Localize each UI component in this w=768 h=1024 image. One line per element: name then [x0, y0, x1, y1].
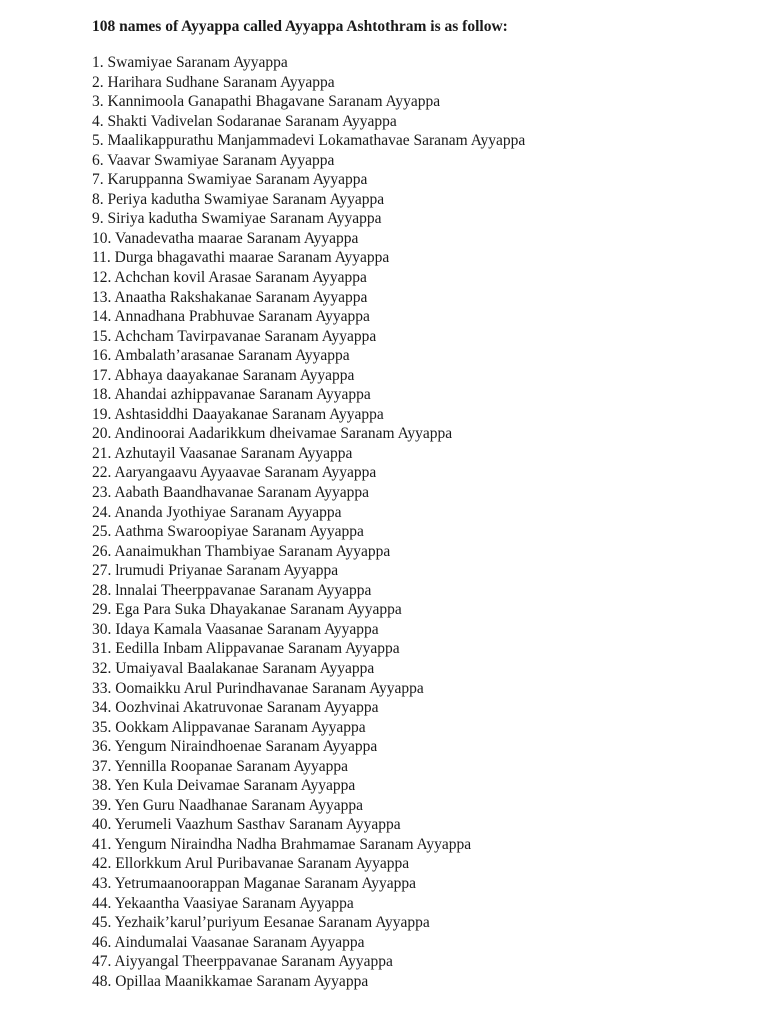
list-item: 32. Umaiyaval Baalakanae Saranam Ayyappa — [92, 659, 375, 677]
list-item: 25. Aathma Swaroopiyae Saranam Ayyappa — [92, 523, 364, 541]
list-item: 19. Ashtasiddhi Daayakanae Saranam Ayyappa — [92, 405, 384, 423]
list-item: 7. Karuppanna Swamiyae Saranam Ayyappa — [92, 171, 368, 189]
list-item: 13. Anaatha Rakshakanae Saranam Ayyappa — [92, 288, 368, 306]
list-item: 46. Aindumalai Vaasanae Saranam Ayyappa — [92, 933, 365, 951]
list-item: 48. Opillaa Maanikkamae Saranam Ayyappa — [92, 972, 369, 990]
list-item: 35. Ookkam Alippavanae Saranam Ayyappa — [92, 718, 366, 736]
list-item: 20. Andinoorai Aadarikkum dheivamae Saranam Ayyappa — [92, 425, 453, 443]
list-item: 16. Ambalath’arasanae Saranam Ayyappa — [92, 347, 350, 365]
list-item: 10. Vanadevatha maarae Saranam Ayyappa — [92, 229, 359, 247]
list-item: 44. Yekaantha Vaasiyae Saranam Ayyappa — [92, 894, 354, 912]
list-item: 17. Abhaya daayakanae Saranam Ayyappa — [92, 366, 355, 384]
list-item: 34. Oozhvinai Akatruvonae Saranam Ayyappa — [92, 699, 379, 717]
list-item: 42. Ellorkkum Arul Puribavanae Saranam Ayyappa — [92, 855, 410, 873]
list-item: 6. Vaavar Swamiyae Saranam Ayyappa — [92, 151, 335, 169]
list-item: 8. Periya kadutha Swamiyae Saranam Ayyappa — [92, 190, 385, 208]
list-item: 26. Aanaimukhan Thambiyae Saranam Ayyappa — [92, 542, 391, 560]
list-item: 43. Yetrumaanoorappan Maganae Saranam Ayyappa — [92, 874, 416, 892]
list-item: 22. Aaryangaavu Ayyaavae Saranam Ayyappa — [92, 464, 377, 482]
list-item: 23. Aabath Baandhavanae Saranam Ayyappa — [92, 484, 370, 502]
list-item: 29. Ega Para Suka Dhayakanae Saranam Ayyappa — [92, 601, 402, 619]
list-item: 14. Annadhana Prabhuvae Saranam Ayyappa — [92, 308, 370, 326]
list-item: 4. Shakti Vadivelan Sodaranae Saranam Ayyappa — [92, 112, 397, 130]
list-item: 47. Aiyyangal Theerppavanae Saranam Ayyappa — [92, 953, 393, 971]
list-item: 2. Harihara Sudhane Saranam Ayyappa — [92, 73, 335, 91]
list-item: 27. lrumudi Priyanae Saranam Ayyappa — [92, 562, 339, 580]
list-item: 21. Azhutayil Vaasanae Saranam Ayyappa — [92, 444, 353, 462]
list-item: 1. Swamiyae Saranam Ayyappa — [92, 54, 288, 71]
list-item: 12. Achchan kovil Arasae Saranam Ayyappa — [92, 269, 367, 287]
list-item: 38. Yen Kula Deivamae Saranam Ayyappa — [92, 777, 356, 795]
list-item: 36. Yengum Niraindhoenae Saranam Ayyappa — [92, 738, 378, 756]
list-item: 5. Maalikappurathu Manjammadevi Lokamathavae Saranam Ayyappa — [92, 132, 526, 150]
list-item: 24. Ananda Jyothiyae Saranam Ayyappa — [92, 503, 342, 521]
list-item: 45. Yezhaik’karul’puriyum Eesanae Saranam Ayyappa — [92, 914, 430, 932]
names-list — [92, 53, 525, 991]
list-item: 30. Idaya Kamala Vaasanae Saranam Ayyappa — [92, 620, 379, 638]
list-item: 18. Ahandai azhippavanae Saranam Ayyappa — [92, 386, 371, 404]
list-item: 33. Oomaikku Arul Purindhavanae Saranam Ayyappa — [92, 679, 424, 697]
list-item: 11. Durga bhagavathi maarae Saranam Ayyappa — [92, 249, 390, 267]
list-item: 3. Kannimoola Ganapathi Bhagavane Saranam Ayyappa — [92, 93, 441, 111]
list-item: 40. Yerumeli Vaazhum Sasthav Saranam Ayyappa — [92, 816, 401, 834]
list-item: 15. Achcham Tavirpavanae Saranam Ayyappa — [92, 327, 377, 345]
list-item: 9. Siriya kadutha Swamiyae Saranam Ayyappa — [92, 210, 382, 228]
list-item: 37. Yennilla Roopanae Saranam Ayyappa — [92, 757, 348, 775]
document-heading: 108 names of Ayyappa called Ayyappa Ashtothram is as follow: — [92, 18, 508, 35]
list-item: 31. Eedilla Inbam Alippavanae Saranam Ayyappa — [92, 640, 400, 658]
list-item: 28. lnnalai Theerppavanae Saranam Ayyappa — [92, 581, 372, 599]
list-item: 39. Yen Guru Naadhanae Saranam Ayyappa — [92, 796, 364, 814]
list-item: 41. Yengum Niraindha Nadha Brahmamae Saranam Ayyappa — [92, 835, 472, 853]
